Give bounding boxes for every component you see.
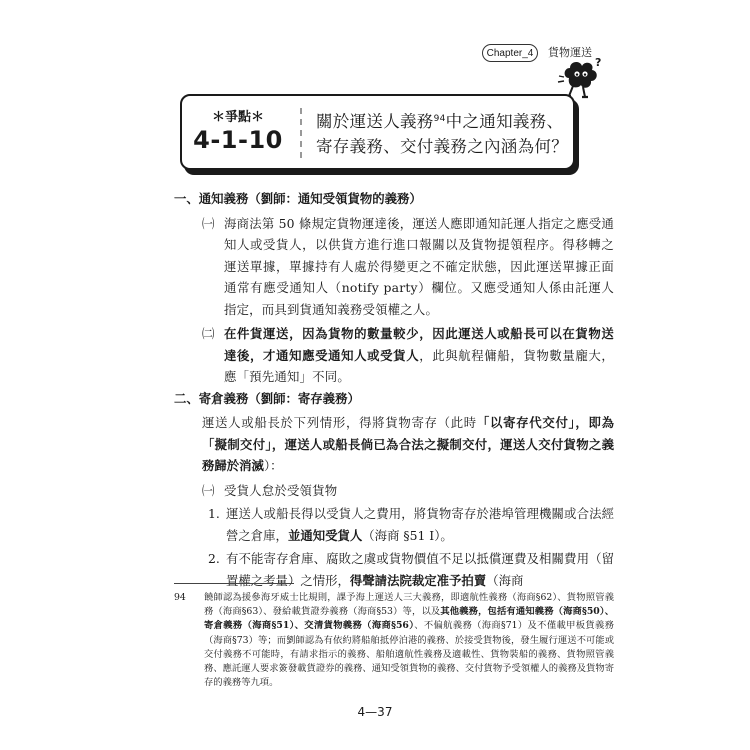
item-marker: ㈡	[202, 326, 215, 341]
intro-text: 運送人或船長於下列情形，得將貨物寄存（此時	[202, 415, 477, 430]
sub-item	[174, 503, 614, 546]
chapter-label: Chapter_4	[482, 44, 538, 62]
page-number: 4—37	[357, 705, 393, 719]
item-marker: ㈠	[202, 215, 215, 231]
issue-title	[316, 107, 571, 159]
sub-item-marker: 2.	[208, 551, 220, 566]
footnote-number: 94	[174, 592, 186, 603]
sub-item	[174, 548, 614, 591]
running-header	[0, 44, 750, 66]
issue-title-part2: 中之通知義務、寄存義務、交付義務之內涵為何？	[316, 112, 568, 156]
intro-bold-text: ，運送人或船長倘已為合法之擬制交付，運送人交付貨物之義務歸於消滅	[202, 436, 614, 473]
section-heading-deposit: 二、寄倉義務（劉師：寄存義務）	[174, 390, 360, 406]
item-text: 海商法第 50 條規定貨物運達後，運送人應即通知託運人指定之應受通知人或受貨人，以供貨方進行進口報關以及貨物提領程序。得移轉之運送單據，單據持有人處於得變更之不確定狀態，因此運送單據正面通常有應受通知人（notify party）欄位。又應受通知人係由託運人指定，而具到貨通知義務受領權之人。	[224, 215, 614, 317]
list-item	[174, 213, 614, 321]
footnote-body	[174, 591, 614, 690]
intro-bold-text: 「以寄存代交付」，即為「擬制交付」	[202, 415, 614, 452]
footnote	[174, 591, 614, 690]
intro-end: ）：	[263, 458, 283, 473]
issue-code: 4-1-10	[193, 126, 283, 154]
section-heading-notice: 一、通知義務（劉師：通知受領貨物的義務）	[174, 191, 422, 206]
sub-item-bold: 得聲請法院裁定准予拍賣	[349, 572, 487, 588]
svg-text:?: ?	[595, 56, 602, 69]
sub-item-bold: 並通知受貨人	[287, 527, 363, 543]
footnote-ref: 94	[433, 114, 446, 124]
body-text	[174, 188, 614, 591]
item-text: 受貨人怠於受領貨物	[224, 482, 338, 498]
item-bold-text: 在件貨運送，因為貨物的數量較少，因此運送人或船長可以在貨物送達後，才通知應受通知人或受貨人	[224, 326, 614, 363]
sub-item-end: （海商 §51 Ⅰ）。	[362, 527, 453, 543]
list-item	[174, 323, 614, 388]
issue-tag-label: ＊爭點＊	[211, 110, 264, 125]
footnote-bold-text: 其他義務，包括有通知義務（海商§50）、寄倉義務（海商§51）、交清貨物義務（海商§56）	[204, 606, 614, 632]
issue-title-box	[180, 94, 575, 170]
title-divider	[300, 108, 302, 158]
item-marker: ㈠	[202, 482, 215, 498]
footnote-text: 饒師認為援參海牙威士比規則，課予海上運送人三大義務，即適航性義務（海商§62）、貨物照管義務（海商§63）、發給載貨證券義務（海商§53）等，以及	[204, 592, 614, 618]
sub-item-text: 運送人或船長得以受貨人之費用，將貨物寄存於港埠管理機關或合法經營之倉庫，	[226, 506, 614, 543]
footnote-text: 、不偏航義務（海商§71）及不僅載甲板貨義務（海商§73）等；而劉師認為有依約將船舶抵停泊港的義務、於接受貨物後，發生履行運送不可能或交付義務不可能時，有請求指示的義務、船舶適航性義務及適載性、貨物裝船的義務、貨物照管義務、應託運人要求簽發載貨證券的義務、通知受領貨物的義務、交付貨物予受領權人的義務及貨物寄存的義務等九項。	[204, 620, 614, 689]
section-intro	[174, 412, 614, 477]
issue-title-part1: 關於運送人義務	[316, 112, 434, 131]
list-item	[174, 480, 614, 502]
sub-item-marker: 1.	[208, 506, 220, 521]
item-text: ，此與航程傭船，貨物數量龐大，應「預先通知」不同。	[224, 347, 615, 384]
footnote-rule	[174, 583, 294, 584]
sub-item-end: （海商	[486, 572, 524, 588]
chapter-title: 貨物運送	[548, 46, 592, 59]
sub-item-text: 有不能寄存倉庫、腐敗之虞或貨物價值不足以抵償運費及相關費用（留置權之考量）之情形，	[226, 551, 614, 588]
issue-tag	[182, 96, 294, 168]
